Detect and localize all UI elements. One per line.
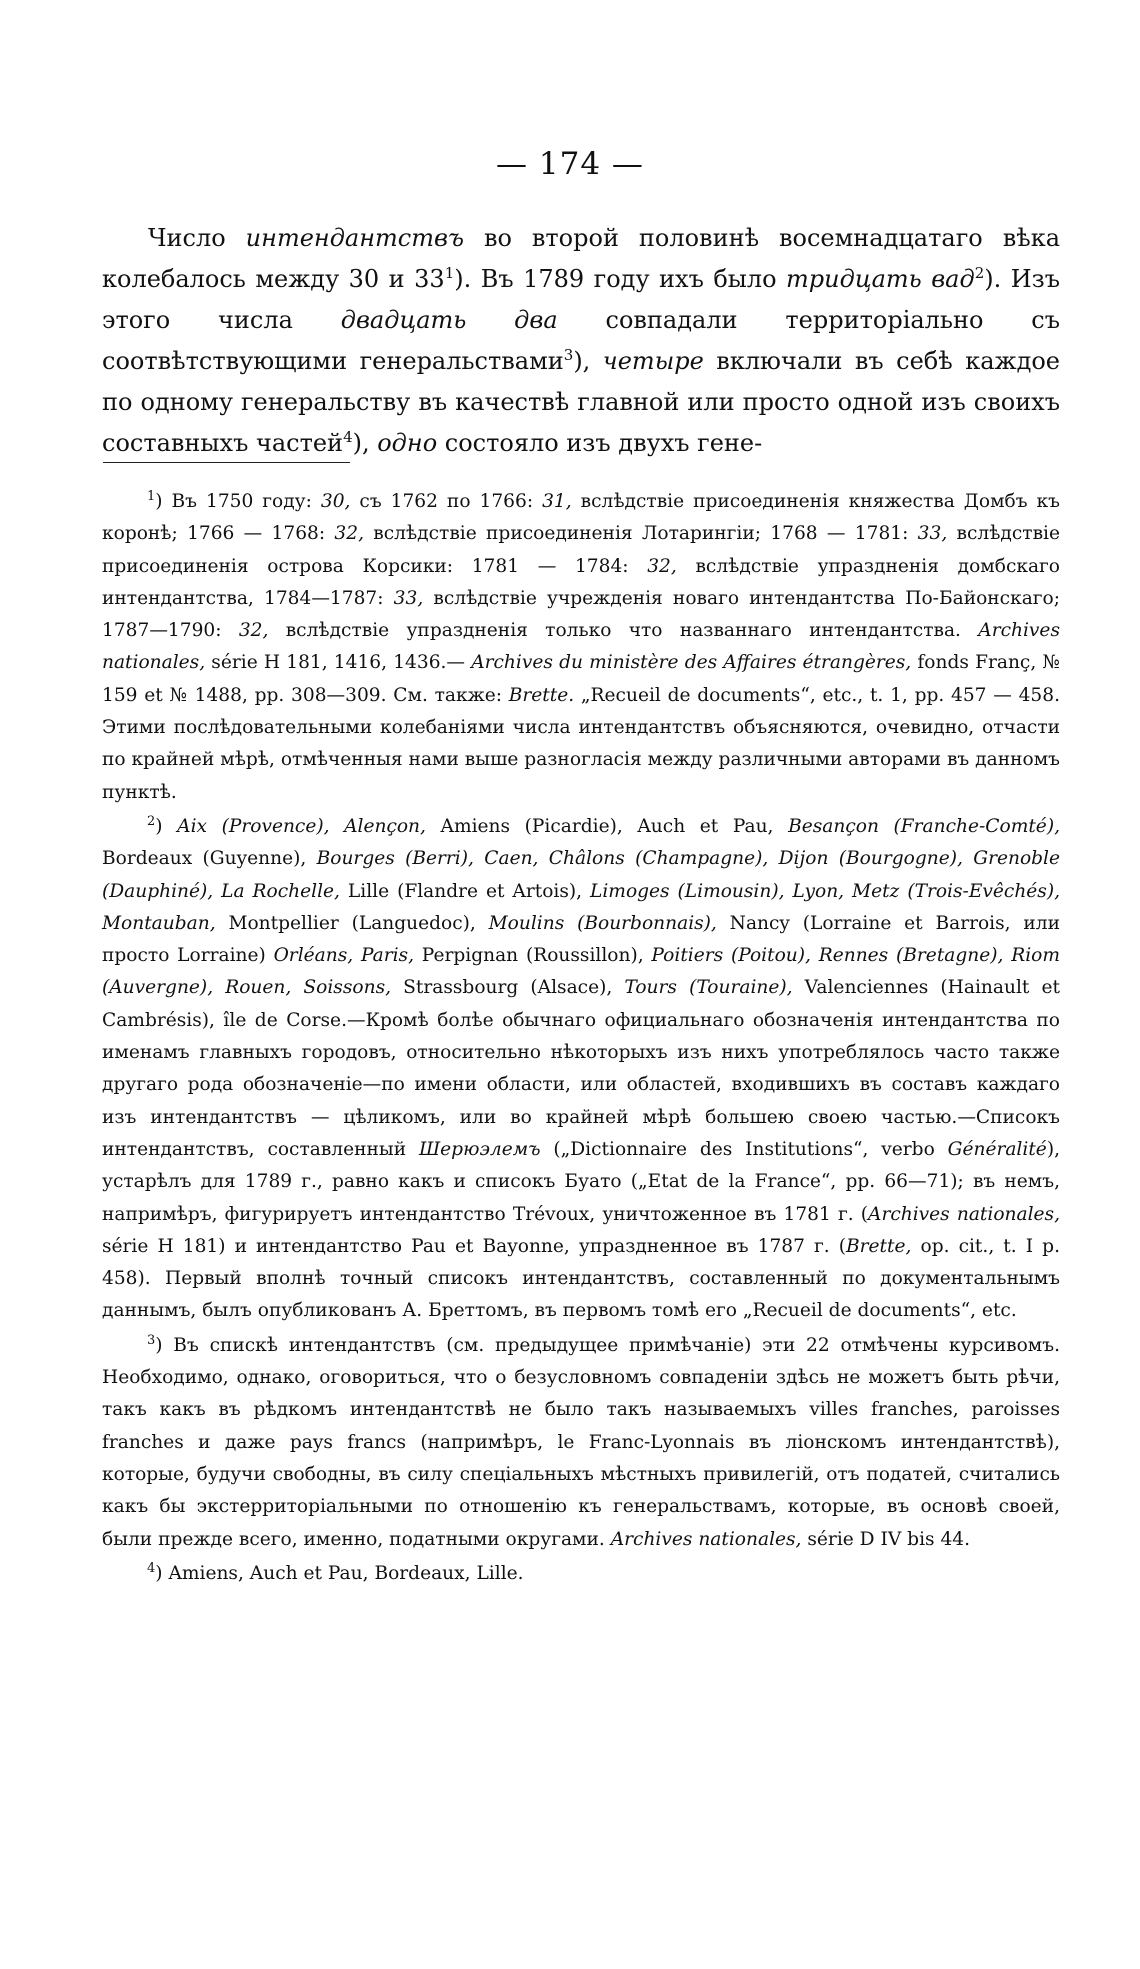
italic-run: Aix (Provence), Alençon, — [177, 815, 426, 837]
main-paragraph — [102, 218, 1060, 464]
italic-run: Archives nationales, — [610, 1528, 802, 1550]
text-run: ), — [352, 429, 378, 457]
italic-run: двадцать два — [340, 306, 558, 334]
text-run: ) Въ 1750 году: — [155, 491, 321, 512]
italic-run: четыре — [602, 347, 704, 375]
footnote-mark: 3 — [147, 1332, 156, 1348]
text-run: вслѣдствіе присоединенія княжества Домбъ къ коронѣ; 1766 — 1768: — [102, 491, 1060, 545]
page-number: — 174 — — [496, 146, 644, 182]
italic-run: 32, — [334, 523, 364, 545]
text-run: op. cit., t. I p. 458). Первый вполнѣ точный списокъ интендантствъ, составленный по документальнымъ даннымъ, былъ опубликованъ А. Бреттомъ, въ первомъ томѣ его „Recueil de documents“, etc. — [102, 1235, 1060, 1322]
text-run: Nancy (Lorraine et Barrois, или просто Lorraine) — [102, 912, 1061, 967]
text-run: Valenciennes (Hainault et Cambrésis), île de Corse.—Кромѣ болѣе обычнаго официальнаго обозначенія интендантства по именамъ главныхъ городовъ, относительно нѣкоторыхъ изъ нихъ употреблялось часто также другаго рода обозначеніе—по имени области, или областей, входившихъ въ составъ каждаго изъ интендантствъ — цѣликомъ, или во крайней мѣрѣ большею своею частью.—Списокъ интендантствъ, составленный — [102, 977, 1060, 1160]
text-run: состояло изъ двухъ гене- — [437, 429, 763, 457]
text-run: ). Изъ этого числа — [102, 265, 1060, 334]
italic-run: Bourges (Berri), Caen, Châlons (Champagne), Dijon (Bourgogne), Grenoble (Dauphiné), La Rochelle, — [102, 848, 1060, 902]
footnote-1 — [102, 486, 1060, 809]
text-run: ) — [155, 815, 178, 837]
italic-run: 30, — [320, 491, 351, 512]
text-run: série H 181, 1416, 1436.— — [205, 652, 472, 674]
text-run: série D IV bis 44. — [801, 1528, 971, 1550]
footnote-separator — [103, 462, 350, 463]
text-run: fonds Franç, № 159 et № 1488, pp. 308—309. См. также: — [102, 652, 1061, 706]
italic-run: Généralité — [947, 1138, 1047, 1160]
text-run: ) Въ спискѣ интендантствъ (см. предыдущее примѣчаніе) эти 22 отмѣчены курсивомъ. Необходимо, однако, оговориться, что о безусловномъ совпаденіи здѣсь не можетъ быть рѣчи, такъ какъ въ рѣдкомъ интендантствѣ не было такъ называемыхъ villes franches, paroisses franches и даже pays francs (напримѣръ, le Franc-Lyonnais въ ліонскомъ интендантствѣ), которые, будучи свободны, въ силу спеціальныхъ мѣстныхъ привилегій, отъ податей, считались какъ бы экстерриторіальными по отношенію къ генеральствамъ, которые, въ основѣ своей, были прежде всего, именно, податными округами. — [102, 1334, 1060, 1550]
text-run: Bordeaux (Guyenne), — [102, 848, 317, 870]
italic-run: Limoges (Limousin), Lyon, Metz (Trois-Evêchés), Montauban, — [102, 880, 1061, 934]
text-run: вслѣдствіе упраздненія только что названнаго интендантства. — [268, 620, 979, 642]
text-run: Montpellier (Languedoc), — [215, 912, 489, 934]
italic-run: тридцать вад — [786, 265, 975, 293]
footnote-3 — [102, 1330, 1060, 1556]
text-run: ), устарѣлъ для 1789 г., равно какъ и списокъ Буато („Etat de la France“, pp. 66—71); въ немъ, напримѣръ, фигурируетъ интендантство Trévoux, уничтоженное въ 1781 г. ( — [102, 1138, 1060, 1225]
text-run: ). Въ 1789 году ихъ было — [454, 265, 787, 293]
footnote-mark: 1 — [147, 488, 156, 504]
text-run: ) Amiens, Auch et Pau, Bordeaux, Lille. — [155, 1562, 524, 1584]
italic-run: Tours (Touraine), — [624, 977, 793, 999]
italic-run: 32, — [238, 620, 269, 642]
text-run: („Dictionnaire des Institutions“, verbo — [540, 1138, 948, 1160]
italic-run: одно — [377, 429, 438, 457]
footnote-ref: 1 — [444, 264, 455, 282]
text-run: Число — [148, 224, 246, 252]
text-run: „Recueil de documents“, etc., t. 1, pp. 457 — 458. Этими послѣдовательными колебаніями числа интендантствъ объясняются, очевидно, отчасти по крайней мѣрѣ, отмѣченныя нами выше разногласія между различными авторами въ данномъ пунктѣ. — [102, 684, 1060, 803]
text-run: вслѣдствіе присоединенія острова Корсики: 1781 — 1784: — [102, 523, 1060, 577]
italic-run: 32, — [647, 555, 677, 577]
italic-run: Archives nationales, — [868, 1203, 1060, 1225]
text-run: включали въ себѣ каждое по одному генеральству въ качествѣ главной или просто одной изъ своихъ составныхъ частей — [102, 347, 1061, 457]
italic-run: 31, — [542, 491, 572, 512]
text-run: во второй половинѣ восемнадцатаго вѣка колебалось между 30 и 33 — [102, 224, 1060, 293]
text-run: вслѣдствіе присоединенія Лотарингіи; 1768 — 1781: — [363, 523, 918, 545]
italic-run: интендантствъ — [245, 224, 464, 252]
italic-run: Brette. — [508, 684, 575, 706]
italic-run: Besançon (Franche-Comté), — [788, 815, 1060, 837]
italic-run: Poitiers (Poitou), Rennes (Bretagne), Riom (Auvergne), Rouen, Soissons, — [102, 945, 1060, 999]
italic-run: Orléans, Paris, — [273, 945, 414, 967]
main-text — [102, 218, 1060, 464]
text-run: съ 1762 по 1766: — [350, 491, 543, 512]
text-run: Strassbourg (Alsace), — [391, 977, 625, 999]
footnote-2 — [102, 811, 1060, 1328]
italic-run: Шерюэлемъ — [418, 1138, 541, 1160]
text-run: Perpignan (Roussillon), — [414, 945, 652, 967]
italic-run: 33, — [917, 523, 948, 545]
footnote-mark: 4 — [147, 1560, 156, 1576]
footnotes — [102, 486, 1060, 1592]
footnote-4 — [102, 1558, 1060, 1590]
text-run: ), — [573, 347, 603, 375]
text-run: Lille (Flandre et Artois), — [339, 880, 591, 902]
text-run: вслѣдствіе упраздненія домбскаго интендантства, 1784—1787: — [102, 555, 1060, 609]
italic-run: Moulins (Bourbonnais), — [488, 912, 717, 934]
footnote-ref: 4 — [343, 428, 353, 446]
italic-run: Archives du ministère des Affaires étrangères, — [471, 652, 912, 674]
text-run: совпадали территоріально съ соотвѣтствующими генеральствами — [102, 306, 1060, 375]
footnote-mark: 2 — [147, 813, 156, 829]
italic-run: Archives nationales, — [102, 620, 1060, 674]
italic-run: Brette, — [846, 1235, 912, 1257]
text-run: série H 181) и интендантство Pau et Bayonne, упраздненное въ 1787 г. ( — [102, 1235, 846, 1257]
text-run: Amiens (Picardie), Auch et Pau, — [425, 815, 789, 837]
text-run: вслѣдствіе учрежденія новаго интендантства По-Байонскаго; 1787—1790: — [102, 587, 1060, 642]
footnote-ref: 2 — [974, 264, 985, 282]
footnote-ref: 3 — [563, 346, 574, 364]
italic-run: 33, — [393, 587, 424, 609]
